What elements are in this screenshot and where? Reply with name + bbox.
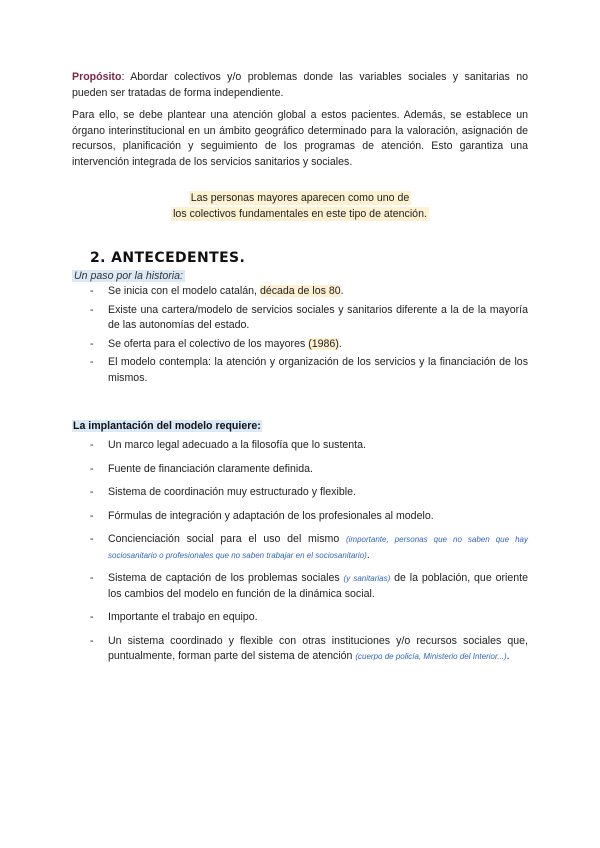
implementation-list (72, 438, 528, 665)
list-item: - Sistema de coordinación muy estructurado y flexible. (72, 485, 528, 501)
annotation-note: (importante, personas que no saben que hay sociosanitario o profesionales que no saben trabajar en el sociosanitario) (108, 535, 528, 560)
list-item: - Se inicia con el modelo catalán, década de los 80. (72, 284, 528, 300)
purpose-text: : Abordar colectivos y/o problemas donde las variables sociales y sanitarias no pueden ser tratadas de forma independiente. (72, 71, 528, 99)
list-item: - Concienciación social para el uso del mismo (importante, personas que no saben que hay sociosanitario o profesionales que no saben trabajar en el sociosanitario). (72, 532, 528, 563)
section-subheading: Un paso por la historia: (74, 270, 183, 282)
list-item: - Importante el trabajo en equipo. (72, 610, 528, 626)
implementation-heading: La implantación del modelo requiere: (73, 420, 261, 432)
list-item: - Existe una cartera/modelo de servicios sociales y sanitarios diferente a la de la mayoría de las autonomías del estado. (72, 303, 528, 334)
list-item: - El modelo contempla: la atención y organización de los servicios y la financiación de los mismos. (72, 355, 528, 386)
list-item: - Sistema de captación de los problemas sociales (y sanitarias) de la población, que oriente los cambios del modelo en función de la dinámica social. (72, 571, 528, 602)
highlight-callout (72, 191, 528, 222)
document-page (72, 70, 528, 673)
list-item: - Fuente de financiación claramente definida. (72, 462, 528, 478)
intro-paragraph: Para ello, se debe plantear una atención global a estos pacientes. Además, se establece un órgano interinstitucional en un ámbito geográfico determinado para la valoración, asignación de recursos, planificación y seguimiento de los programas de atención. Esto garantiza una intervención integrada de los servicios sanitarios y sociales. (72, 109, 528, 168)
highlight-year: (1986) (308, 337, 339, 350)
highlight-decade: década de los 80 (259, 285, 341, 297)
callout-line-1: Las personas mayores aparecen como uno de (190, 192, 410, 204)
purpose-paragraph (72, 70, 528, 101)
list-item: - Fórmulas de integración y adaptación de los profesionales al modelo. (72, 509, 528, 525)
section-heading: 2. ANTECEDENTES. (90, 250, 246, 266)
list-item: - Se oferta para el colectivo de los mayores (1986). (72, 337, 528, 353)
annotation-note: (y sanitarias) (343, 574, 391, 583)
list-item: - Un sistema coordinado y flexible con otras instituciones y/o recursos sociales que, puntualmente, forman parte del sistema de atención (cuerpo de policía, Ministerio del Interior...). (72, 634, 528, 665)
history-list (72, 284, 528, 386)
annotation-note: (cuerpo de policía, Ministerio del Interior...) (355, 652, 507, 661)
callout-line-2: los colectivos fundamentales en este tipo de atención. (173, 207, 427, 220)
purpose-label: Propósito (72, 71, 122, 83)
list-item: - Un marco legal adecuado a la filosofía que lo sustenta. (72, 438, 528, 454)
